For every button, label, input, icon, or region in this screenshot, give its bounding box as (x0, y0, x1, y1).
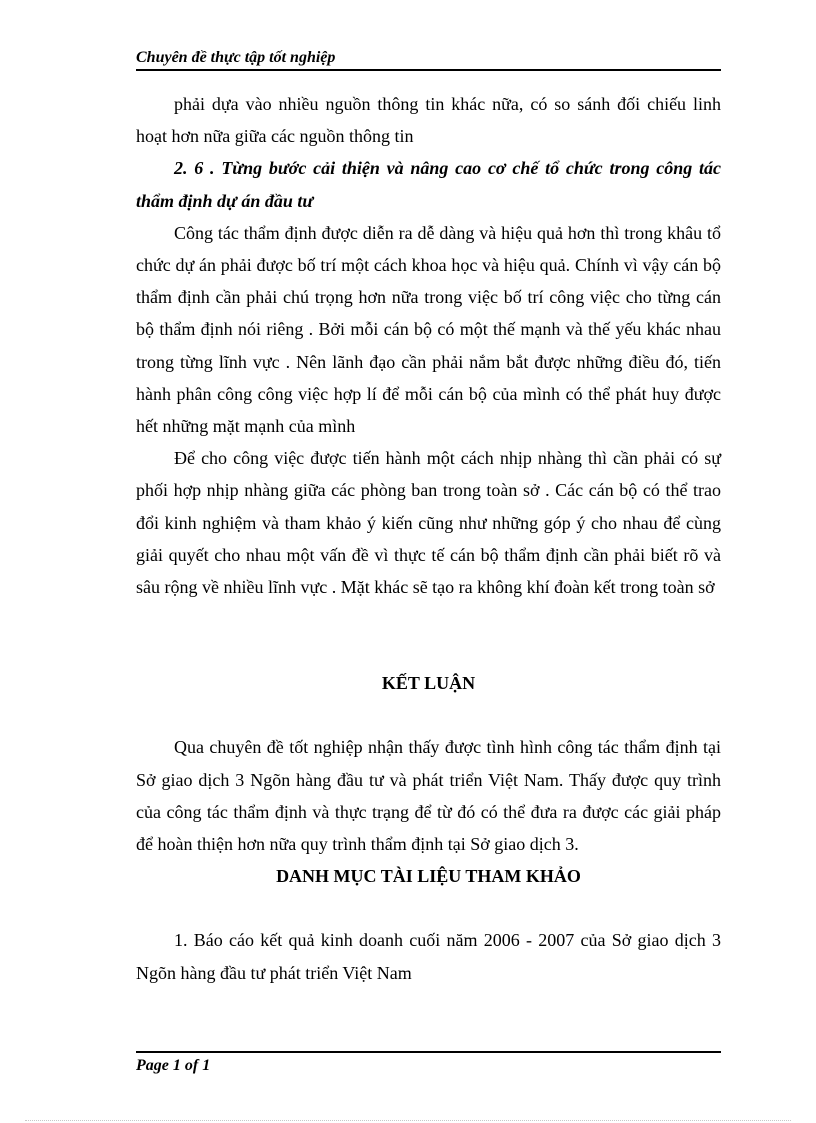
page-header: Chuyên đề thực tập tốt nghiệp (136, 49, 336, 66)
reference-item: 1. Báo cáo kết quả kinh doanh cuối năm 2006 - 2007 của Sở giao dịch 3 Ngõn hàng đầu tư phát triển Việt Nam (136, 930, 721, 983)
section-heading: 2. 6 . Từng bước cải thiện và nâng cao cơ chế tổ chức trong công tác thẩm định dự án đầu tư (136, 158, 721, 211)
spacer (136, 892, 721, 924)
page-edge (25, 1120, 791, 1121)
paragraph-organization: Công tác thẩm định được diễn ra dễ dàng và hiệu quả hơn thì trong khâu tổ chức dự án phải được bố trí một cách khoa học và hiệu quả. Chính vì vậy cán bộ thẩm định cần phải chú trọng hơn nữa trong việc bố trí công việc cho từng cán bộ thẩm định nói riêng . Bởi mỗi cán bộ có một thế mạnh và thế yếu khác nhau trong từng lĩnh vực . Nên lãnh đạo cần phải nắm bắt được những điều đó, tiến hành phân công công việc hợp lí để mỗi cán bộ của mình có thể phát huy được hết những mặt mạnh của mình (136, 222, 721, 437)
spacer (136, 699, 721, 731)
footer-rule (136, 1051, 721, 1053)
conclusion-text: Qua chuyên đề tốt nghiệp nhận thấy được tình hình công tác thẩm định tại Sở giao dịch 3 Ngõn hàng đầu tư và phát triển Việt Nam. Thấy được quy trình của công tác thẩm định và thực trạng để từ đó có thể đưa ra được các giải pháp để hoàn thiện hơn nữa quy trình thẩm định tại Sở giao dịch 3. (136, 737, 721, 855)
document-body (136, 88, 721, 989)
references-title: DANH MỤC TÀI LIỆU THAM KHẢO (276, 866, 581, 887)
spacer (136, 603, 721, 667)
paragraph-coordination: Để cho công việc được tiến hành một cách nhịp nhàng thì cần phải có sự phối hợp nhịp nhàng giữa các phòng ban trong toàn sở . Các cán bộ có thể trao đổi kinh nghiệm và tham khảo ý kiến cũng như những góp ý cho nhau để cùng giải quyết cho nhau một vấn đề vì thực tế cán bộ thẩm định cần phải biết rõ và sâu rộng về nhiều lĩnh vực . Mặt khác sẽ tạo ra không khí đoàn kết trong toàn sở (136, 448, 721, 598)
conclusion-title: KẾT LUẬN (381, 673, 476, 694)
paragraph-continuation: phải dựa vào nhiều nguồn thông tin khác nữa, có so sánh đối chiếu linh hoạt hơn nữa giữa các nguồn thông tin (136, 94, 721, 147)
header-rule (136, 69, 721, 71)
page-footer: Page 1 of 1 (136, 1057, 211, 1074)
